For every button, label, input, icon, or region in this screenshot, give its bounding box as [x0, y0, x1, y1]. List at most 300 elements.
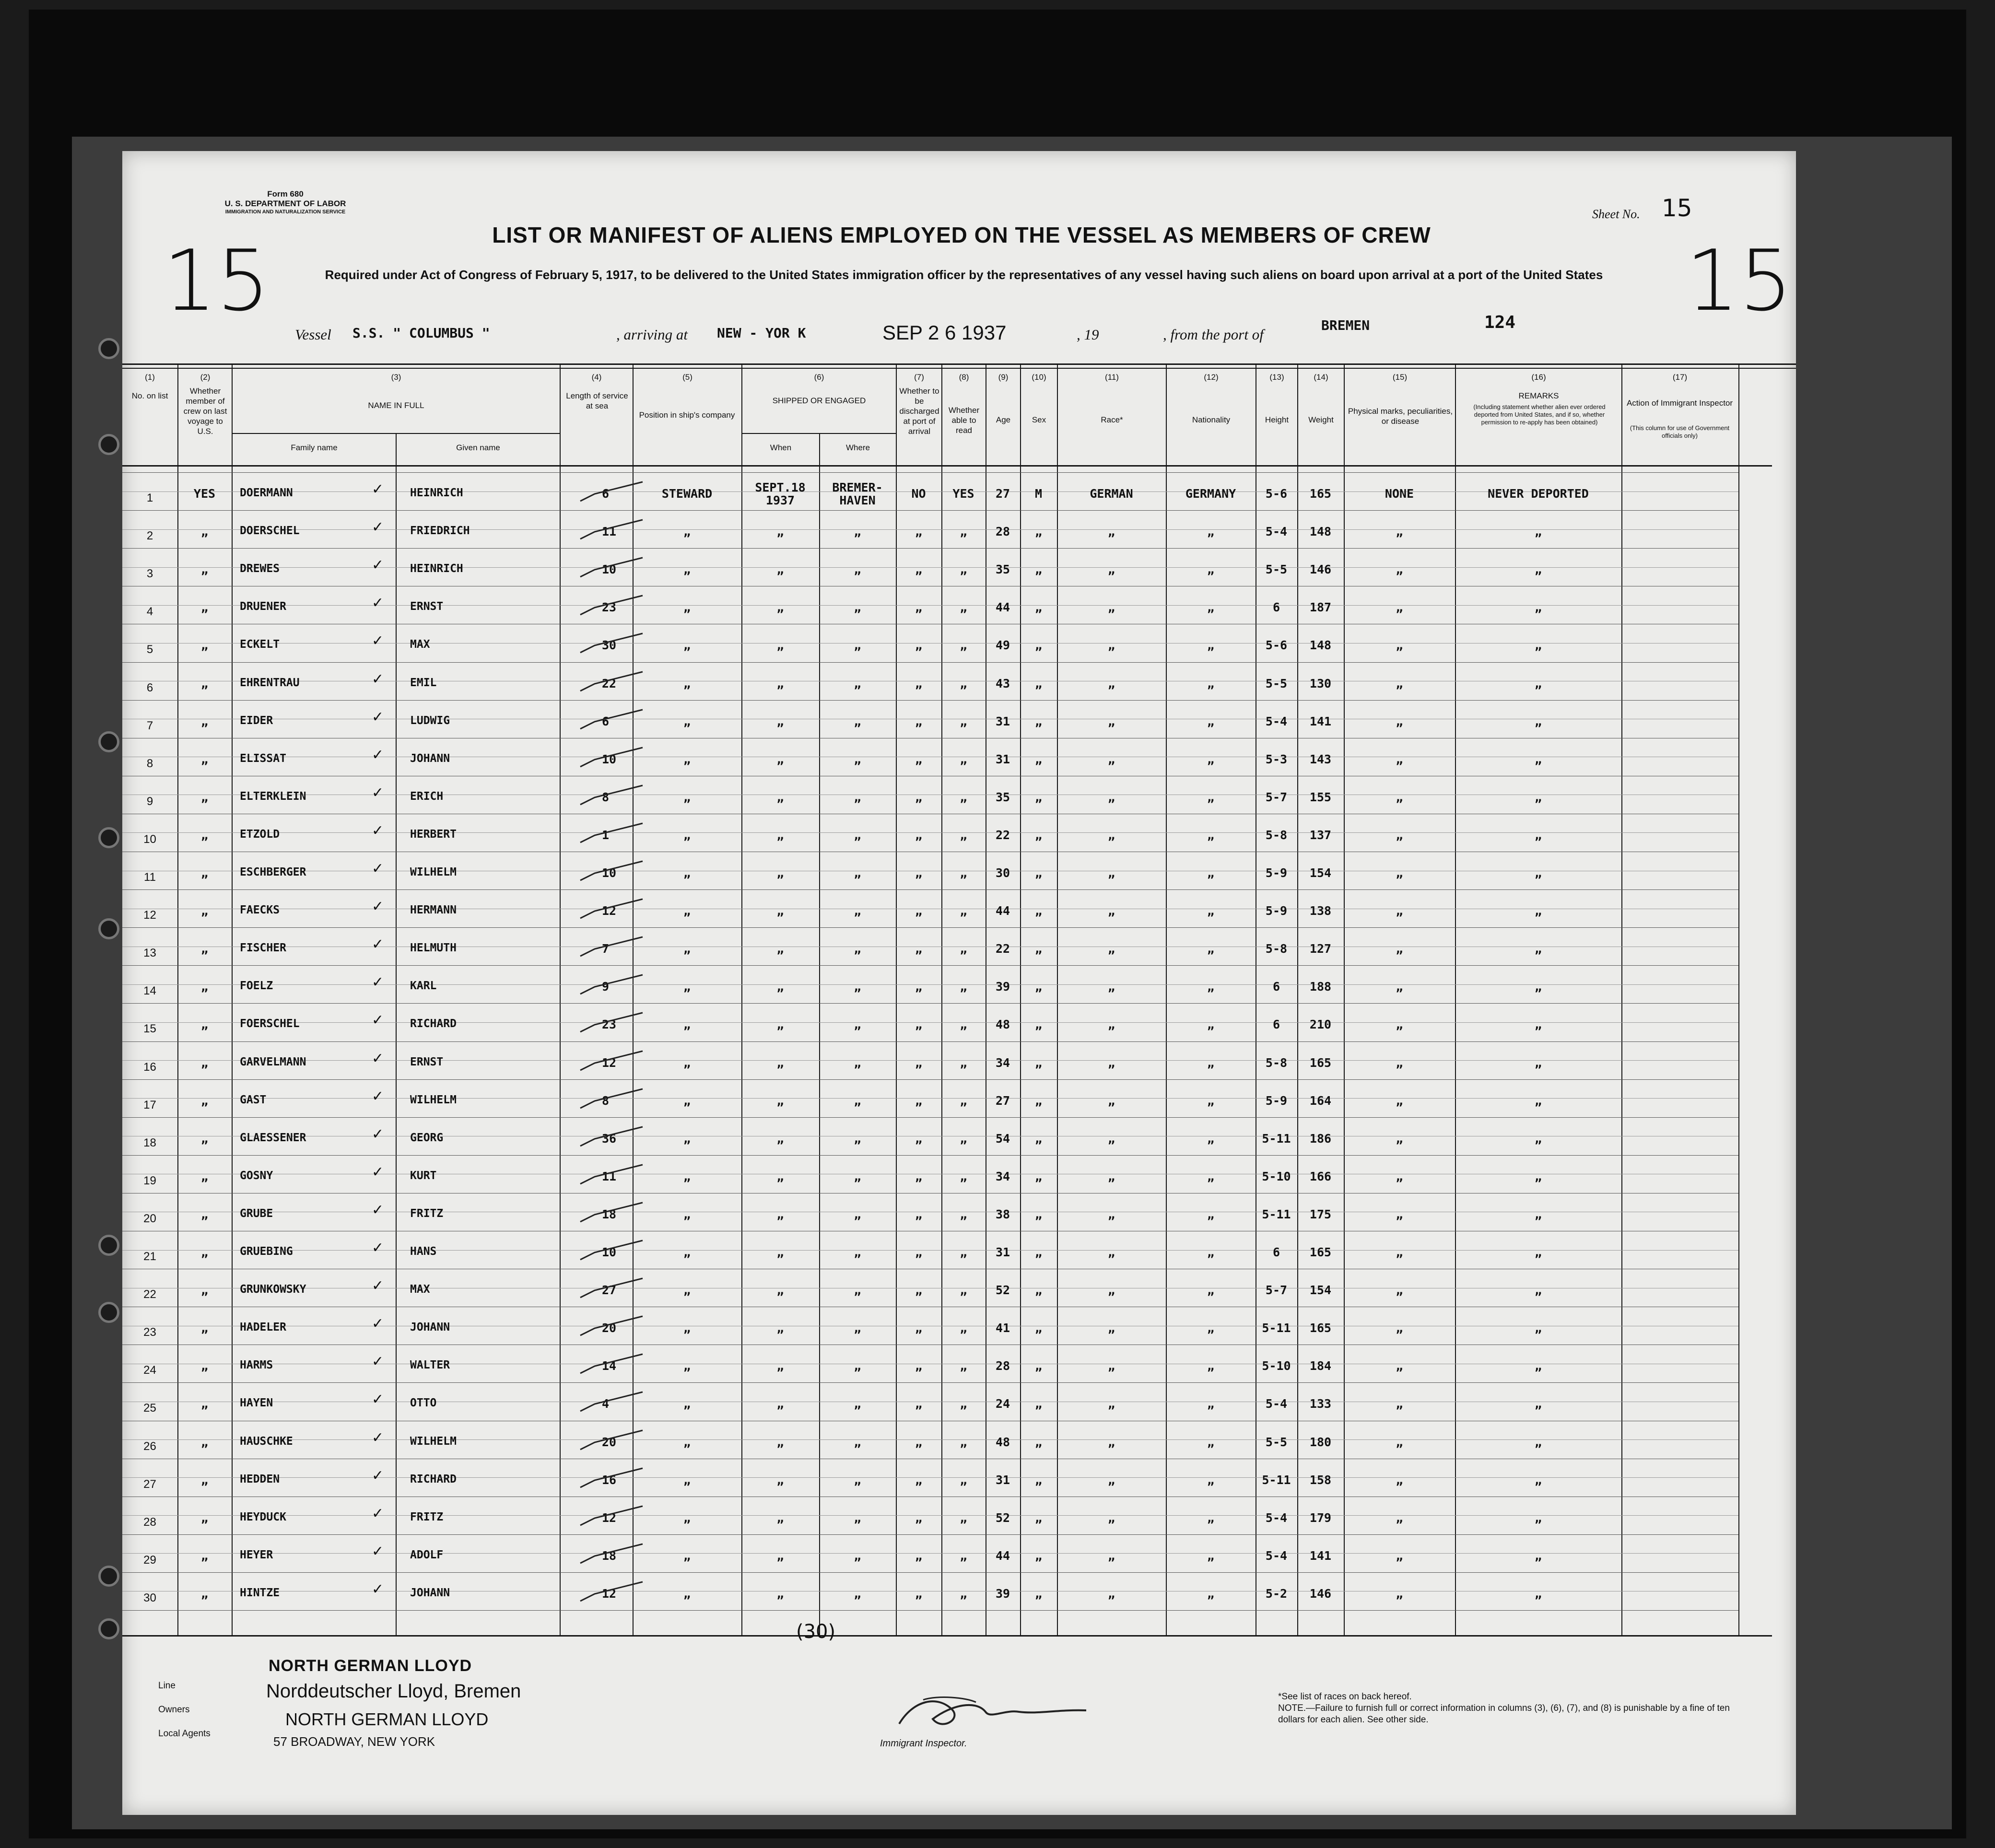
cell-when: „: [776, 1359, 784, 1373]
cell-read: „: [960, 600, 967, 615]
row-rule: [122, 700, 1738, 701]
col-header-height: Height: [1265, 415, 1289, 424]
cell-position: „: [683, 942, 691, 956]
cell-height: 5-6: [1265, 638, 1288, 653]
cell-remarks: „: [1534, 1131, 1542, 1146]
cell-remarks: „: [1534, 904, 1542, 918]
cell-nationality: „: [1207, 1473, 1215, 1487]
cell-family: EHRENTRAU: [240, 676, 300, 689]
cell-read: „: [960, 1359, 967, 1373]
pencil-tick-mark: [575, 1236, 652, 1264]
cell-read: „: [960, 1018, 967, 1032]
cell-nationality: „: [1207, 1548, 1215, 1563]
cell-age: 48: [995, 1435, 1010, 1449]
cell-given: KARL: [410, 980, 437, 993]
cell-where: „: [854, 904, 861, 918]
cell-marks: „: [1396, 866, 1403, 880]
col-num-3: (3): [391, 373, 401, 382]
cell-where: „: [854, 676, 861, 690]
inspector-signature: [894, 1690, 1096, 1738]
cell-when: SEPT.18 1937: [755, 480, 806, 507]
cell-no: 10: [143, 832, 156, 846]
cell-when: „: [776, 1548, 784, 1563]
pencil-tick-mark: [575, 856, 652, 885]
cell-remarks: „: [1534, 676, 1542, 690]
col-num-2: (2): [200, 373, 211, 382]
cell-position: „: [683, 1359, 691, 1373]
check-mark-icon: ✓: [372, 1125, 384, 1143]
departure-port: BREMEN: [1321, 317, 1370, 333]
carrier-block: [158, 1657, 638, 1767]
cell-family: DRUENER: [240, 600, 286, 613]
cell-service: 10: [602, 752, 617, 766]
cell-service: 16: [602, 1473, 617, 1487]
cell-when: „: [776, 1093, 784, 1108]
cell-weight: 155: [1309, 790, 1332, 804]
col-header-weight: Weight: [1308, 415, 1334, 424]
cell-weight: 186: [1309, 1131, 1332, 1146]
col-header-where: Where: [845, 443, 870, 452]
cell-given: JOHANN: [410, 752, 450, 765]
cell-age: 44: [995, 1548, 1010, 1563]
cell-read: „: [960, 1397, 967, 1411]
cell-race: „: [1107, 980, 1115, 994]
agents-value: NORTH GERMAN LLOYD: [285, 1709, 489, 1729]
cell-race: „: [1107, 904, 1115, 918]
cell-position: „: [683, 1093, 691, 1108]
col-header-name: NAME IN FULL: [368, 401, 424, 410]
cell-sex: „: [1034, 980, 1043, 994]
cell-read: „: [960, 638, 967, 653]
cell-when: „: [776, 1397, 784, 1411]
cell-when: „: [776, 1131, 784, 1146]
cell-position: „: [683, 752, 691, 766]
cell-race: „: [1107, 1055, 1115, 1070]
cell-position: „: [683, 1548, 691, 1563]
owners-label: Owners: [158, 1705, 190, 1715]
cell-race: „: [1107, 866, 1115, 880]
cell-age: 31: [995, 1245, 1010, 1259]
cell-position: „: [683, 1207, 691, 1221]
cell-nationality: „: [1207, 1397, 1215, 1411]
cell-discharged: „: [915, 600, 923, 615]
cell-height: 5-11: [1262, 1321, 1291, 1335]
cell-weight: 165: [1309, 1055, 1332, 1070]
cell-discharged: „: [915, 1321, 923, 1335]
cell-discharged: „: [915, 1435, 923, 1449]
signature-label: Immigrant Inspector.: [880, 1738, 967, 1749]
cell-where: „: [854, 1510, 861, 1525]
cell-given: JOHANN: [410, 1586, 450, 1599]
cell-given: WILHELM: [410, 1093, 457, 1106]
check-mark-icon: ✓: [372, 974, 384, 991]
cell-age: 27: [995, 487, 1010, 501]
cell-age: 49: [995, 638, 1010, 653]
binder-hole-icon: [98, 1566, 119, 1587]
cell-discharged: NO: [911, 487, 926, 501]
cell-family: GAST: [240, 1093, 267, 1106]
cell-position: „: [683, 866, 691, 880]
col-header-remarks: REMARKS: [1518, 391, 1559, 400]
cell-sex: „: [1034, 1283, 1043, 1298]
cell-marks: „: [1396, 1397, 1403, 1411]
cell-nationality: „: [1207, 980, 1215, 994]
cell-nationality: „: [1207, 1510, 1215, 1525]
cell-where: BREMER- HAVEN: [832, 480, 883, 507]
cell-given: GEORG: [410, 1131, 444, 1144]
cell-discharged: „: [915, 1586, 923, 1601]
row-rule: [122, 548, 1738, 549]
cell-marks: „: [1396, 1169, 1403, 1183]
binder-hole-icon: [98, 338, 119, 359]
cell-remarks: „: [1534, 1321, 1542, 1335]
cell-weight: 138: [1309, 904, 1332, 918]
check-mark-icon: ✓: [372, 519, 384, 536]
cell-discharged: „: [915, 752, 923, 766]
cell-weight: 143: [1309, 752, 1332, 766]
cell-marks: „: [1396, 562, 1403, 577]
row-rule: [122, 472, 1738, 473]
pencil-tick-mark: [575, 1349, 652, 1378]
cell-position: „: [683, 676, 691, 690]
cell-discharged: „: [915, 1283, 923, 1298]
col-header-inspector-note: (This column for use of Government officials only): [1630, 424, 1730, 439]
cell-nationality: „: [1207, 714, 1215, 728]
cell-marks: „: [1396, 790, 1403, 804]
col-header-given-name: Given name: [456, 443, 500, 452]
cell-no: 19: [143, 1174, 156, 1187]
cell-position: STEWARD: [661, 487, 713, 501]
cell-marks: „: [1396, 904, 1403, 918]
margin-number-left: 15: [163, 233, 270, 330]
check-mark-icon: ✓: [372, 1163, 384, 1181]
pencil-tick-mark: [575, 667, 652, 696]
cell-when: „: [776, 828, 784, 842]
cell-read: „: [960, 980, 967, 994]
cell-position: „: [683, 1473, 691, 1487]
cell-sex: „: [1034, 1510, 1043, 1525]
cell-service: 10: [602, 562, 617, 577]
check-mark-icon: ✓: [372, 708, 384, 725]
cell-when: „: [776, 714, 784, 728]
cell-weight: 175: [1309, 1207, 1332, 1221]
cell-given: HEINRICH: [410, 562, 463, 575]
cell-family: DOERMANN: [240, 487, 293, 499]
cell-family: DREWES: [240, 562, 280, 575]
col-num-11: (11): [1105, 373, 1119, 382]
cell-marks: „: [1396, 1548, 1403, 1563]
cell-age: 48: [995, 1018, 1010, 1032]
cell-no: 15: [143, 1022, 156, 1036]
check-mark-icon: ✓: [372, 481, 384, 498]
cell-height: 5-6: [1265, 487, 1288, 501]
col-num-1: (1): [145, 373, 155, 382]
pencil-tick-mark: [575, 932, 652, 961]
cell-marks: „: [1396, 676, 1403, 690]
table-top-rule: [122, 363, 1796, 365]
col-num-12: (12): [1204, 373, 1219, 382]
cell-remarks: „: [1534, 714, 1542, 728]
check-mark-icon: ✓: [372, 1391, 384, 1408]
row-rule: [122, 1117, 1738, 1118]
cell-member: „: [200, 1169, 209, 1183]
cell-when: „: [776, 1245, 784, 1259]
cell-discharged: „: [915, 562, 923, 577]
cell-weight: 180: [1309, 1435, 1332, 1449]
cell-sex: „: [1034, 942, 1043, 956]
cell-member: „: [200, 1321, 209, 1335]
cell-member: „: [200, 1359, 209, 1373]
cell-family: GRUBE: [240, 1207, 273, 1220]
cell-no: 8: [146, 757, 153, 770]
cell-family: GLAESSENER: [240, 1131, 306, 1144]
page-title: LIST OR MANIFEST OF ALIENS EMPLOYED ON THE VESSEL AS MEMBERS OF CREW: [492, 222, 1431, 247]
cell-position: „: [683, 1018, 691, 1032]
cell-read: „: [960, 866, 967, 880]
cell-remarks: „: [1534, 562, 1542, 577]
col-num-4: (4): [591, 373, 602, 382]
cell-sex: „: [1034, 638, 1043, 653]
cell-no: 30: [143, 1591, 156, 1604]
form-number: Form 680: [267, 189, 304, 199]
row-rule: [122, 1610, 1738, 1611]
cell-member: „: [200, 714, 209, 728]
cell-height: 5-11: [1262, 1473, 1291, 1487]
cell-service: 6: [602, 487, 610, 501]
cell-position: „: [683, 1131, 691, 1146]
cell-service: 8: [602, 790, 610, 804]
cell-no: 28: [143, 1515, 156, 1529]
cell-service: 10: [602, 866, 617, 880]
cell-family: ESCHBERGER: [240, 866, 306, 878]
cell-service: 36: [602, 1131, 617, 1146]
cell-given: HERBERT: [410, 828, 457, 841]
cell-read: „: [960, 1093, 967, 1108]
cell-weight: 130: [1309, 676, 1332, 690]
cell-given: WILHELM: [410, 1435, 457, 1448]
check-mark-icon: ✓: [372, 936, 384, 953]
cell-nationality: „: [1207, 1435, 1215, 1449]
cell-family: DOERSCHEL: [240, 525, 300, 538]
cell-nationality: „: [1207, 904, 1215, 918]
cell-age: 52: [995, 1283, 1010, 1298]
cell-given: WALTER: [410, 1359, 450, 1372]
cell-age: 30: [995, 866, 1010, 880]
cell-member: „: [200, 1018, 209, 1032]
cell-discharged: „: [915, 1510, 923, 1525]
cell-marks: „: [1396, 1510, 1403, 1525]
cell-position: „: [683, 525, 691, 539]
cell-no: 29: [143, 1553, 156, 1567]
cell-family: ECKELT: [240, 638, 280, 651]
cell-no: 4: [146, 605, 153, 619]
cell-height: 6: [1272, 980, 1280, 994]
column-divider: [396, 434, 397, 1635]
row-rule: [122, 1003, 1738, 1004]
cell-weight: 165: [1309, 1321, 1332, 1335]
cell-nationality: „: [1207, 828, 1215, 842]
cell-read: „: [960, 562, 967, 577]
col-num-6: (6): [814, 373, 824, 382]
row-rule: [122, 927, 1738, 928]
cell-marks: „: [1396, 1018, 1403, 1032]
cell-weight: 146: [1309, 1586, 1332, 1601]
cell-read: „: [960, 676, 967, 690]
row-rule: [122, 1155, 1738, 1156]
check-mark-icon: ✓: [372, 1543, 384, 1560]
col-header-list-no: No. on list: [131, 391, 168, 400]
cell-position: „: [683, 1435, 691, 1449]
cell-where: „: [854, 790, 861, 804]
pencil-tick-mark: [575, 1501, 652, 1530]
cell-marks: „: [1396, 1435, 1403, 1449]
cell-sex: „: [1034, 1131, 1043, 1146]
col-header-discharged: Whether to be discharged at port of arrival: [899, 386, 939, 436]
cell-marks: „: [1396, 980, 1403, 994]
cell-discharged: „: [915, 714, 923, 728]
cell-where: „: [854, 1131, 861, 1146]
cell-given: ERNST: [410, 1055, 444, 1068]
cell-when: „: [776, 638, 784, 653]
cell-race: „: [1107, 1397, 1115, 1411]
cell-remarks: „: [1534, 1283, 1542, 1298]
cell-race: „: [1107, 714, 1115, 728]
check-mark-icon: ✓: [372, 1315, 384, 1333]
cell-when: „: [776, 562, 784, 577]
binder-hole-icon: [98, 434, 119, 455]
cell-age: 27: [995, 1093, 1010, 1108]
cell-given: ERNST: [410, 600, 444, 613]
col-num-7: (7): [914, 373, 924, 382]
total-count-note: (30): [796, 1621, 836, 1643]
arriving-port: NEW - YOR K: [717, 325, 806, 341]
cell-family: GOSNY: [240, 1169, 273, 1182]
cell-sex: „: [1034, 1435, 1043, 1449]
pencil-tick-mark: [575, 1160, 652, 1189]
cell-race: „: [1107, 828, 1115, 842]
cell-where: „: [854, 1397, 861, 1411]
cell-family: HARMS: [240, 1359, 273, 1372]
agents-label: Local Agents: [158, 1729, 211, 1739]
cell-age: 22: [995, 942, 1010, 956]
cell-discharged: „: [915, 1245, 923, 1259]
cell-height: 5-4: [1265, 525, 1288, 539]
pencil-tick-mark: [575, 1577, 652, 1606]
cell-position: „: [683, 1397, 691, 1411]
cell-where: „: [854, 1169, 861, 1183]
row-rule: [122, 510, 1738, 511]
cell-given: RICHARD: [410, 1018, 457, 1030]
cell-age: 39: [995, 1586, 1010, 1601]
check-mark-icon: ✓: [372, 746, 384, 763]
cell-given: RICHARD: [410, 1473, 457, 1485]
cell-when: „: [776, 1283, 784, 1298]
cell-family: ELISSAT: [240, 752, 286, 765]
cell-read: „: [960, 1321, 967, 1335]
col-header-family-name: Family name: [291, 443, 338, 452]
cell-read: „: [960, 1510, 967, 1525]
cell-race: „: [1107, 1093, 1115, 1108]
cell-no: 22: [143, 1288, 156, 1301]
col-num-16: (16): [1531, 373, 1546, 382]
cell-member: YES: [193, 487, 216, 501]
cell-given: ADOLF: [410, 1548, 444, 1561]
footnotes: [1278, 1691, 1758, 1726]
cell-remarks: „: [1534, 1207, 1542, 1221]
cell-when: „: [776, 525, 784, 539]
cell-service: 12: [602, 1586, 617, 1601]
check-mark-icon: ✓: [372, 1050, 384, 1067]
cell-height: 5-4: [1265, 714, 1288, 728]
pencil-tick-mark: [575, 591, 652, 620]
cell-nationality: „: [1207, 676, 1215, 690]
cell-where: „: [854, 1473, 861, 1487]
col-header-age: Age: [996, 415, 1011, 424]
cell-member: „: [200, 1131, 209, 1146]
department-name: U. S. DEPARTMENT OF LABOR: [224, 199, 346, 208]
cell-height: 5-7: [1265, 1283, 1288, 1298]
cell-service: 12: [602, 1055, 617, 1070]
cell-read: „: [960, 714, 967, 728]
cell-nationality: „: [1207, 790, 1215, 804]
cell-position: „: [683, 790, 691, 804]
cell-age: 44: [995, 600, 1010, 615]
col-num-15: (15): [1392, 373, 1408, 382]
cell-given: HELMUTH: [410, 942, 457, 955]
cell-nationality: „: [1207, 1321, 1215, 1335]
pencil-tick-mark: [575, 1463, 652, 1492]
col-header-service: Length of service at sea: [566, 391, 628, 410]
cell-age: 31: [995, 752, 1010, 766]
cell-sex: M: [1034, 487, 1043, 501]
cell-member: „: [200, 1473, 209, 1487]
cell-family: HEYDUCK: [240, 1510, 286, 1523]
cell-sex: „: [1034, 1207, 1043, 1221]
cell-age: 41: [995, 1321, 1010, 1335]
cell-service: 6: [602, 714, 610, 728]
check-mark-icon: ✓: [372, 1505, 384, 1522]
cell-marks: „: [1396, 714, 1403, 728]
column-divider: [232, 364, 233, 1635]
cell-weight: 164: [1309, 1093, 1332, 1108]
pencil-tick-mark: [575, 1122, 652, 1151]
cell-sex: „: [1034, 866, 1043, 880]
cell-age: 34: [995, 1055, 1010, 1070]
cell-family: HAYEN: [240, 1397, 273, 1410]
cell-race: „: [1107, 676, 1115, 690]
cell-remarks: „: [1534, 1093, 1542, 1108]
binder-hole-icon: [98, 731, 119, 752]
col-header-inspector-action: Action of Immigrant Inspector: [1626, 398, 1733, 408]
cell-member: „: [200, 790, 209, 804]
cell-position: „: [683, 1510, 691, 1525]
vessel-name: S.S. " COLUMBUS ": [352, 325, 490, 341]
cell-nationality: „: [1207, 525, 1215, 539]
check-mark-icon: ✓: [372, 1012, 384, 1029]
cell-member: „: [200, 1093, 209, 1108]
pencil-tick-mark: [575, 553, 652, 582]
cell-age: 31: [995, 714, 1010, 728]
cell-member: „: [200, 638, 209, 653]
cell-no: 2: [146, 529, 153, 543]
cell-family: FOERSCHEL: [240, 1018, 300, 1030]
cell-service: 11: [602, 1169, 617, 1183]
cell-given: MAX: [410, 638, 430, 651]
cell-service: 30: [602, 638, 617, 653]
cell-discharged: „: [915, 828, 923, 842]
cell-member: „: [200, 1586, 209, 1601]
cell-marks: „: [1396, 942, 1403, 956]
